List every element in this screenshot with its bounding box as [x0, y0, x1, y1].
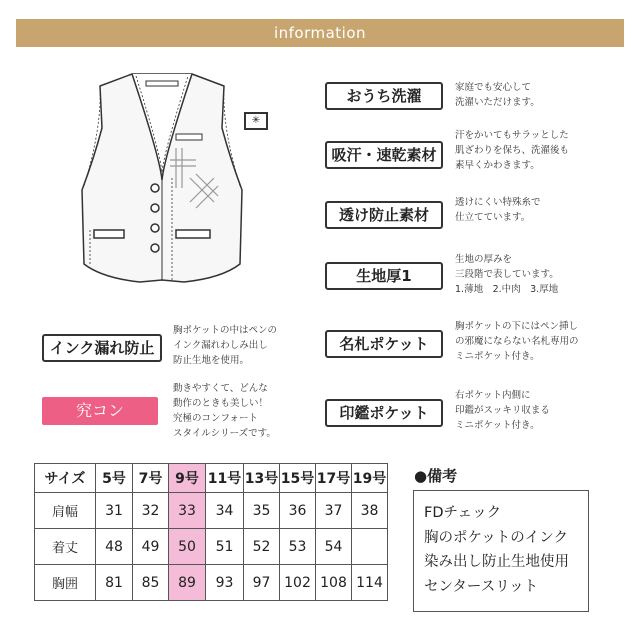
info-header [16, 19, 624, 47]
feature-label-ink-leak: インク漏れ防止 [42, 334, 162, 362]
laundry-tag-icon: ✳ [244, 112, 268, 130]
table-cell: 49 [133, 529, 169, 565]
header-cell-highlight: 9号 [169, 464, 206, 493]
header-cell: 13号 [244, 464, 280, 493]
header-cell: サイズ [35, 464, 96, 493]
feature-label-seal-pocket: 印鑑ポケット [325, 399, 443, 427]
table-cell: 53 [280, 529, 316, 565]
feature-desc-quick-dry: 汗をかいてもサラッとした 肌ざわりを保ち、洗濯後も 素早くかわきます。 [455, 130, 570, 171]
header-cell: 5号 [96, 464, 133, 493]
table-cell-highlight: 89 [169, 565, 206, 601]
feature-desc-kyukon: 動きやすくて、どんな 動作のときも美しい！ 究極のコンフォート スタイルシリーズです。 [173, 383, 276, 439]
table-cell-highlight: 50 [169, 529, 206, 565]
header-cell: 11号 [206, 464, 244, 493]
table-cell: 81 [96, 565, 133, 601]
table-row [35, 493, 388, 529]
kyukon-badge: 究コン [42, 397, 158, 425]
row-label: 着丈 [35, 529, 96, 565]
table-cell: 37 [316, 493, 352, 529]
header-cell: 15号 [280, 464, 316, 493]
table-cell: 108 [316, 565, 352, 601]
table-cell: 114 [352, 565, 388, 601]
header-cell: 7号 [133, 464, 169, 493]
notes-line: FDチェック [424, 505, 502, 521]
notes-box [413, 490, 589, 612]
table-cell: 35 [244, 493, 280, 529]
feature-label-home-wash: おうち洗濯 [325, 82, 443, 110]
notes-line: 染み出し防止生地使用 [424, 554, 569, 570]
vest-illustration [72, 68, 252, 290]
table-cell: 34 [206, 493, 244, 529]
feature-desc-anti-see-through: 透けにくい特殊糸で 仕立てています。 [455, 197, 541, 223]
table-cell: 36 [280, 493, 316, 529]
feature-desc-home-wash: 家庭でも安心して 洗濯いただけます。 [455, 82, 540, 108]
feature-desc-ink-leak: 胸ポケットの中はペンの インク漏れわしみ出し 防止生地を使用。 [173, 325, 278, 366]
size-table-header [35, 464, 388, 493]
notes-line: センタースリット [424, 578, 539, 595]
notes-line: 胸のポケットのインク [424, 529, 568, 546]
feature-desc-thickness: 生地の厚みを 三段階で表しています。 1.薄地 2.中肉 3.厚地 [455, 254, 559, 295]
table-row [35, 529, 388, 565]
notes-title: ●備考 [414, 467, 458, 485]
table-cell [352, 529, 388, 565]
feature-desc-seal-pocket: 右ポケット内側に 印鑑がスッキリ収まる ミニポケット付き。 [455, 390, 550, 431]
table-cell: 93 [206, 565, 244, 601]
feature-label-quick-dry: 吸汗・速乾素材 [325, 141, 443, 169]
table-cell: 54 [316, 529, 352, 565]
row-label: 胸囲 [35, 565, 96, 601]
table-cell: 85 [133, 565, 169, 601]
info-title: information [273, 24, 367, 42]
header-cell: 17号 [316, 464, 352, 493]
feature-desc-name-pocket: 胸ポケットの下にはペン挿し の邪魔にならない名札専用の ミニポケット付き。 [455, 321, 579, 362]
header-cell: 19号 [352, 464, 388, 493]
table-cell: 102 [280, 565, 316, 601]
table-cell: 38 [352, 493, 388, 529]
row-label: 肩幅 [35, 493, 96, 529]
table-cell: 32 [133, 493, 169, 529]
table-cell: 52 [244, 529, 280, 565]
table-cell-highlight: 33 [169, 493, 206, 529]
table-cell: 48 [96, 529, 133, 565]
feature-label-anti-see-through: 透け防止素材 [325, 201, 443, 229]
table-cell: 97 [244, 565, 280, 601]
feature-label-name-pocket: 名札ポケット [325, 330, 443, 358]
feature-label-thickness: 生地厚1 [325, 262, 443, 290]
table-cell: 51 [206, 529, 244, 565]
size-table [34, 463, 388, 601]
table-cell: 31 [96, 493, 133, 529]
table-row [35, 565, 388, 601]
